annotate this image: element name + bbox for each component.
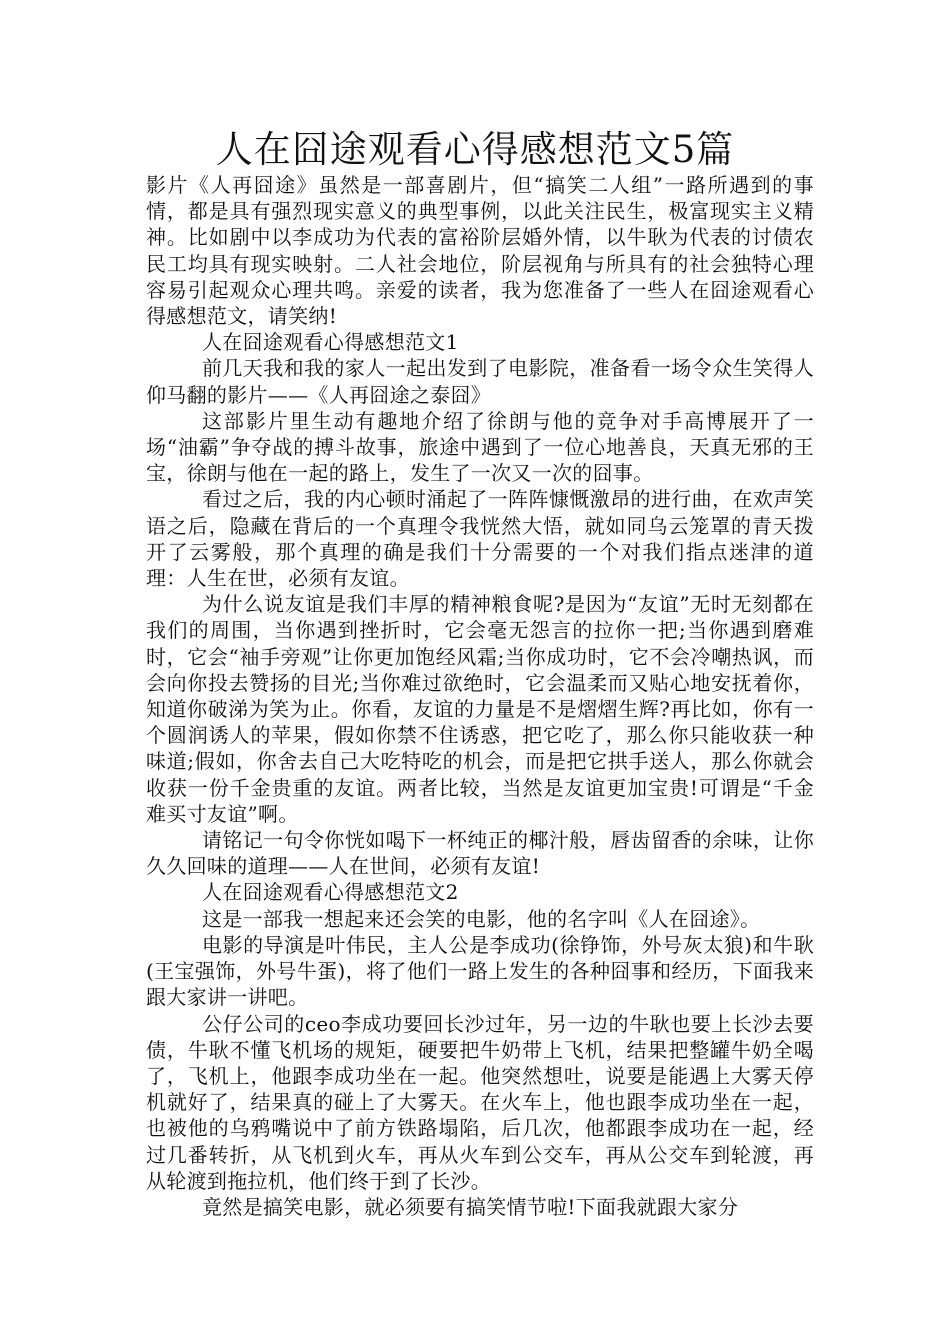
paragraph: 这是一部我一想起来还会笑的电影，他的名字叫《人在囧途》。 xyxy=(202,906,761,931)
paragraph: 电影的导演是叶伟民，主人公是李成功(徐铮饰，外号灰太狼)和牛耿(王宝强饰，外号牛蛋)，将了他们一路上发生的各种囧事和经历，下面我来跟大家讲一讲吧。 xyxy=(146,932,814,1010)
paragraph: 为什么说友谊是我们丰厚的精神粮食呢?是因为“友谊”无时无刻都在我们的周围，当你遇到挫折时，它会毫无怨言的拉你一把;当你遇到磨难时，它会“袖手旁观”让你更加饱经风霜;当你成功时，它不会冷嘲热讽，而会向你投去赞扬的目光;当你难过欲绝时，它会温柔而又贴心地安抚着你，知道你破涕为笑为止。你看，友谊的力量是不是熠熠生辉?再比如，你有一个圆润诱人的苹果，假如你禁不住诱惑，把它吃了，那么你只能收获一种味道;假如，你舍去自己大吃特吃的机会，而是把它拱手送人，那么你就会收获一份千金贵重的友谊。两者比较，当然是友谊更加宝贵!可谓是“千金难买寸友谊”啊。 xyxy=(146,592,814,826)
paragraph: 影片《人再囧途》虽然是一部喜剧片，但“搞笑二人组”一路所遇到的事情，都是具有强烈现实意义的典型事例，以此关注民生，极富现实主义精神。比如剧中以李成功为代表的富裕阶层婚外情，以牛耿为代表的讨债农民工均具有现实映射。二人社会地位，阶层视角与所具有的社会独特心理容易引起观众心理共鸣。亲爱的读者，我为您准备了一些人在囧途观看心得感想范文，请笑纳! xyxy=(146,173,814,329)
paragraph: 竟然是搞笑电影，就必须要有搞笑情节啦!下面我就跟大家分 xyxy=(202,1194,739,1219)
paragraph: 请铭记一句令你恍如喝下一杯纯正的椰汁般，唇齿留香的余味，让你久久回味的道理——人在世间，必须有友谊! xyxy=(146,828,814,879)
paragraph: 前几天我和我的家人一起出发到了电影院，准备看一场令众生笑得人仰马翻的影片——《人再囧途之泰囧》 xyxy=(146,356,814,407)
paragraph: 人在囧途观看心得感想范文1 xyxy=(202,330,459,355)
paragraph: 这部影片里生动有趣地介绍了徐朗与他的竞争对手高博展开了一场“油霸”争夺战的搏斗故事，旅途中遇到了一位心地善良，天真无邪的王宝，徐朗与他在一起的路上，发生了一次又一次的囧事。 xyxy=(146,408,814,486)
document-title: 人在囧途观看心得感想范文5篇 xyxy=(215,128,735,171)
paragraph: 人在囧途观看心得感想范文2 xyxy=(202,880,459,905)
paragraph: 看过之后，我的内心顿时涌起了一阵阵慷慨激昂的进行曲，在欢声笑语之后，隐藏在背后的一个真理令我恍然大悟，就如同乌云笼罩的青天拨开了云雾般，那个真理的确是我们十分需要的一个对我们指点迷津的道理：人生在世，必须有友谊。 xyxy=(146,487,814,591)
document-body xyxy=(146,172,814,1220)
paragraph: 公仔公司的ceo李成功要回长沙过年，另一边的牛耿也要上长沙去要债，牛耿不懂飞机场的规矩，硬要把牛奶带上飞机，结果把整罐牛奶全喝了，飞机上，他跟李成功坐在一起。他突然想吐，说要是能遇上大雾天停机就好了，结果真的碰上了大雾天。在火车上，他也跟李成功坐在一起，也被他的乌鸦嘴说中了前方铁路塌陷，后几次，他都跟李成功在一起，经过几番转折，从飞机到火车，再从火车到公交车，再从公交车到轮渡，再从轮渡到拖拉机，他们终于到了长沙。 xyxy=(146,1011,814,1193)
